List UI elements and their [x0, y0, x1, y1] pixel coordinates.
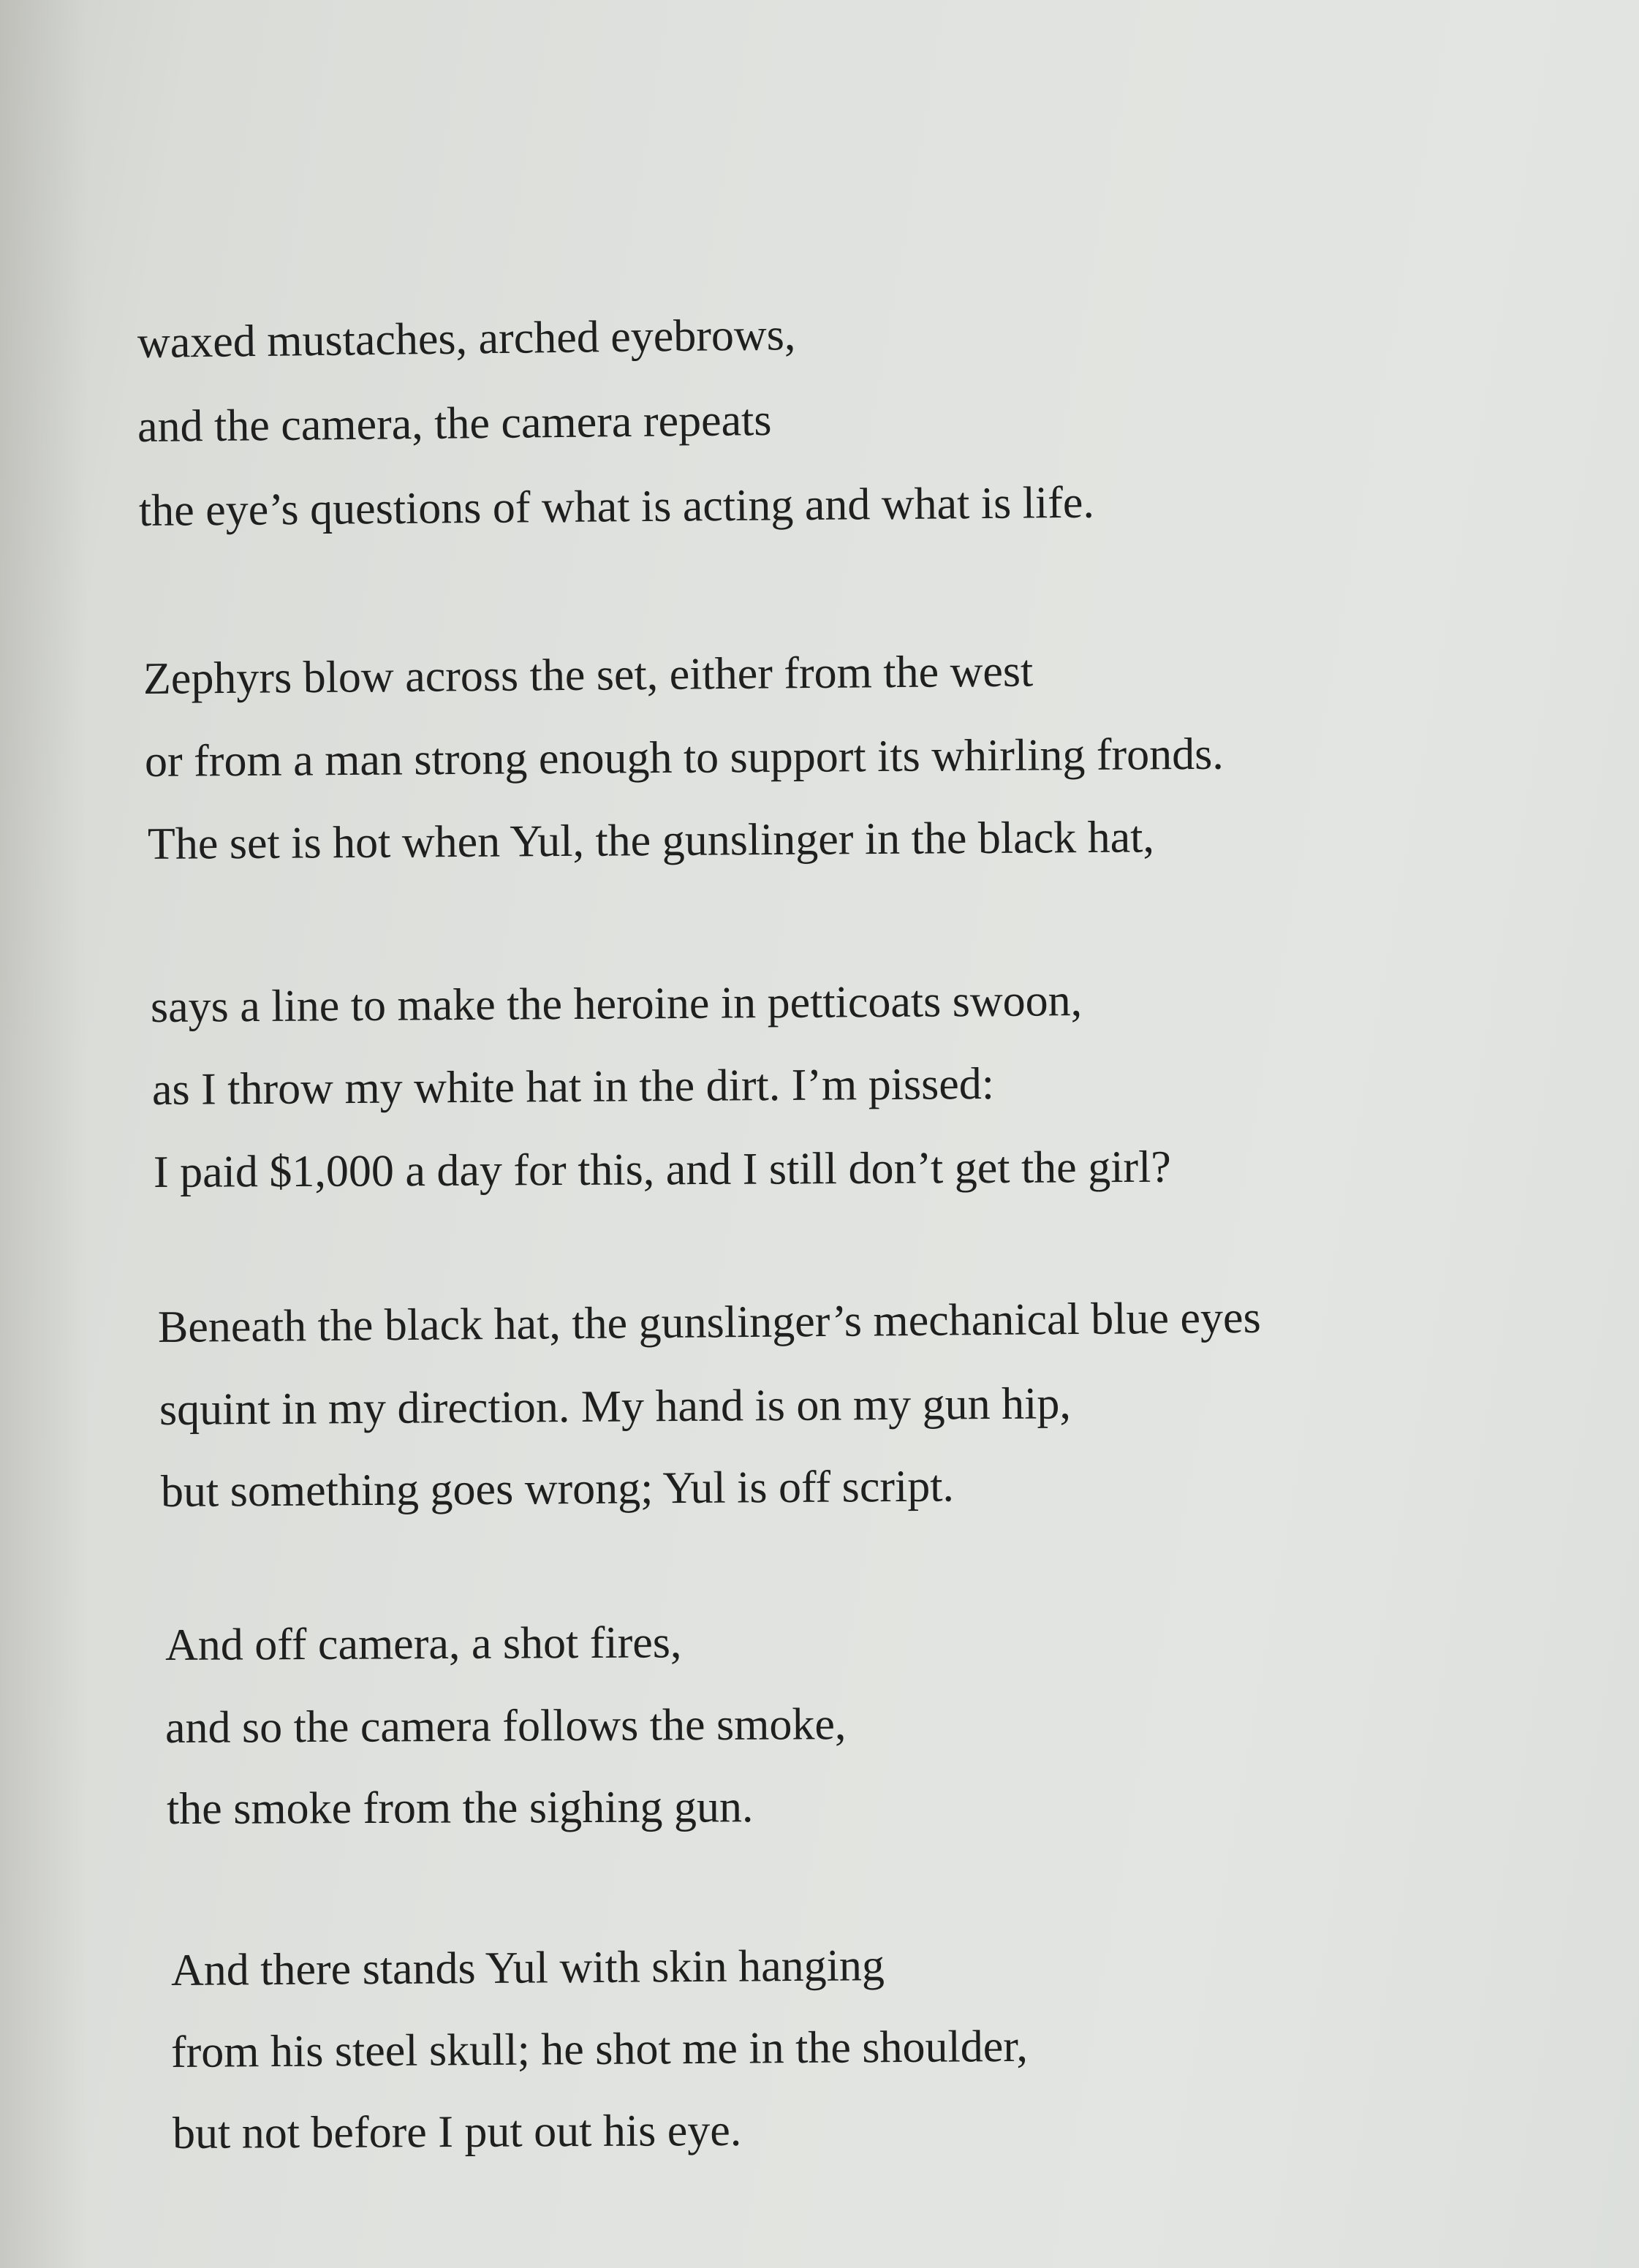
poem-line: I paid $1,000 a day for this, and I still don’t get the girl? — [153, 1142, 1172, 1197]
poem-line: but not before I put out his eye. — [172, 2105, 742, 2158]
poem-line: or from a man strong enough to support its whirling fronds. — [144, 729, 1224, 786]
poem-line: says a line to make the heroine in petticoats swoon, — [150, 976, 1083, 1032]
poem-line: but something goes wrong; Yul is off script. — [160, 1461, 955, 1517]
poem-line: The set is hot when Yul, the gunslinger in the black hat, — [147, 812, 1155, 869]
poem-line: waxed mustaches, arched eyebrows, — [137, 310, 796, 368]
poem-line: the smoke from the sighing gun. — [166, 1782, 754, 1834]
poem-line: and so the camera follows the smoke, — [164, 1699, 847, 1753]
poem-line: Beneath the black hat, the gunslinger’s mechanical blue eyes — [157, 1292, 1261, 1352]
poem-line: as I throw my white hat in the dirt. I’m pissed: — [151, 1058, 995, 1115]
poem-line: And there stands Yul with skin hanging — [170, 1941, 885, 1995]
poem-line: from his steel skull; he shot me in the shoulder, — [170, 2021, 1029, 2077]
poem-line: the eye’s questions of what is acting and what is life. — [138, 477, 1095, 536]
poem-line: and the camera, the camera repeats — [137, 395, 772, 452]
poem-line: Zephyrs blow across the set, either from the west — [143, 646, 1034, 704]
poem-line: squint in my direction. My hand is on my gun hip, — [159, 1378, 1072, 1435]
poem-line: And off camera, a shot fires, — [164, 1617, 682, 1670]
